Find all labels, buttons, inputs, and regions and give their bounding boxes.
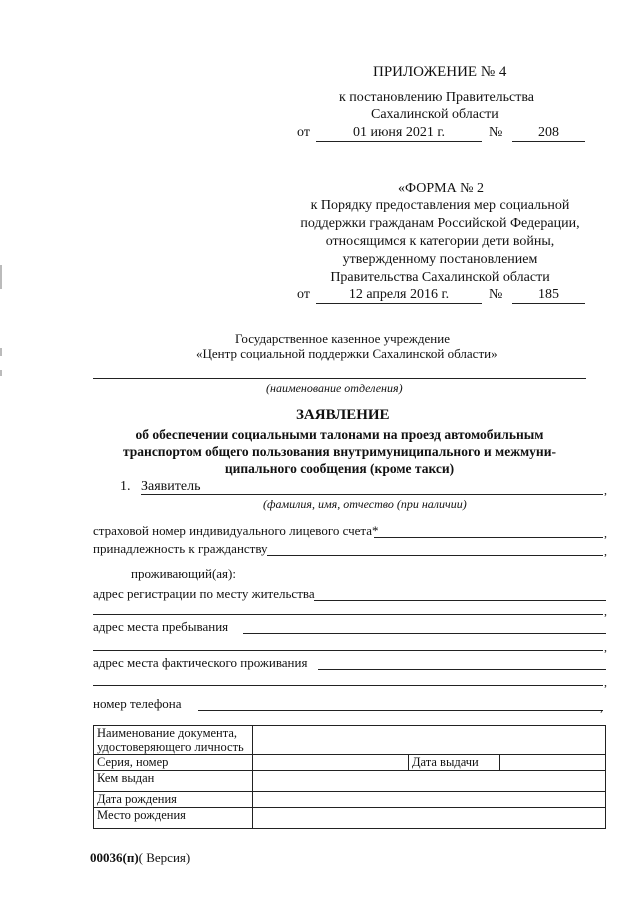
application-subtitle-line: ципального сообщения (кроме такси) (224, 461, 455, 476)
appendix-line2: Сахалинской области (371, 107, 499, 122)
form-line: поддержки гражданам Российской Федерации, (300, 216, 580, 231)
comma: , (604, 483, 607, 497)
department-caption: (наименование отделения) (266, 381, 403, 395)
form-line: утвержденному постановлением (342, 252, 538, 267)
form-date: 12 апреля 2016 г. (316, 287, 482, 304)
stay-address-input-line-2[interactable] (93, 650, 603, 651)
footer-version: ( Версия) (138, 850, 191, 865)
form-no-label: № (489, 287, 503, 302)
id-document-table (93, 725, 606, 829)
birth-place-input[interactable] (253, 808, 606, 829)
footer (90, 850, 190, 866)
applicant-input-line[interactable] (141, 494, 603, 495)
comma: , (604, 526, 607, 540)
form-from-label: от (297, 287, 310, 302)
doc-name-line2: удостоверяющего личность (97, 740, 244, 754)
department-line[interactable] (93, 378, 586, 379)
comma: , (604, 604, 607, 618)
citizenship-input-line[interactable] (267, 555, 603, 556)
footer-code: 00036(п) (90, 850, 139, 865)
appendix-date: 01 июня 2021 г. (316, 125, 482, 142)
scan-edge-mark (0, 265, 2, 289)
comma: , (600, 700, 603, 714)
table-row (94, 808, 606, 829)
issue-date-input[interactable] (500, 755, 606, 771)
application-subtitle-line: транспортом общего пользования внутримуниципального и межмуни- (122, 444, 556, 459)
applicant-number: 1. (120, 479, 131, 494)
actual-address-input-line[interactable] (318, 669, 606, 670)
institution-line2: «Центр социальной поддержки Сахалинской области» (196, 346, 498, 361)
birth-place-label: Место рождения (94, 808, 253, 829)
appendix-number: 208 (512, 125, 585, 142)
application-subtitle-line: об обеспечении социальными талонами на проезд автомобильным (135, 427, 544, 442)
stay-address-input-line[interactable] (243, 633, 606, 634)
actual-address-input-line-2[interactable] (93, 685, 603, 686)
application-title: ЗАЯВЛЕНИЕ (296, 407, 390, 423)
scan-edge-mark (0, 370, 2, 376)
form-line: к Порядку предоставления мер социальной (310, 198, 570, 213)
reg-address-label: адрес регистрации по месту жительства (93, 586, 315, 601)
series-input[interactable] (253, 755, 409, 771)
applicant-label: Заявитель (141, 479, 201, 494)
table-row (94, 755, 606, 771)
citizenship-label: принадлежность к гражданству (93, 541, 268, 556)
appendix-no-label: № (489, 125, 503, 140)
snils-label: страховой номер индивидуального лицевого счета* (93, 523, 379, 538)
doc-name-line1: Наименование документа, (97, 726, 238, 740)
stay-address-label: адрес места пребывания (93, 619, 229, 634)
snils-input-line[interactable] (374, 537, 603, 538)
residing-label: проживающий(ая): (131, 566, 236, 581)
comma: , (604, 675, 607, 689)
phone-label: номер телефона (93, 696, 182, 711)
series-label: Серия, номер (94, 755, 253, 771)
issued-by-input[interactable] (253, 771, 606, 792)
applicant-caption: (фамилия, имя, отчество (при наличии) (263, 497, 467, 511)
birth-date-input[interactable] (253, 792, 606, 808)
phone-input-line[interactable] (198, 710, 603, 711)
issue-date-label: Дата выдачи (409, 755, 500, 771)
table-cell-label (94, 726, 253, 755)
form-title: «ФОРМА № 2 (398, 181, 485, 196)
table-row (94, 771, 606, 792)
actual-address-label: адрес места фактического проживания (93, 655, 308, 670)
table-row (94, 792, 606, 808)
comma: , (604, 544, 607, 558)
appendix-from-label: от (297, 125, 310, 140)
institution-line1: Государственное казенное учреждение (235, 331, 450, 346)
reg-address-input-line-2[interactable] (93, 614, 603, 615)
appendix-title: ПРИЛОЖЕНИЕ № 4 (373, 64, 507, 80)
reg-address-input-line[interactable] (314, 600, 606, 601)
doc-name-input[interactable] (253, 726, 606, 755)
comma: , (604, 640, 607, 654)
birth-date-label: Дата рождения (94, 792, 253, 808)
appendix-line1: к постановлению Правительства (339, 90, 535, 105)
issued-by-label: Кем выдан (94, 771, 253, 792)
form-line: Правительства Сахалинской области (330, 270, 550, 285)
form-number: 185 (512, 287, 585, 304)
table-row (94, 726, 606, 755)
form-line: относящимся к категории дети войны, (325, 234, 555, 249)
scan-edge-mark (0, 348, 2, 356)
